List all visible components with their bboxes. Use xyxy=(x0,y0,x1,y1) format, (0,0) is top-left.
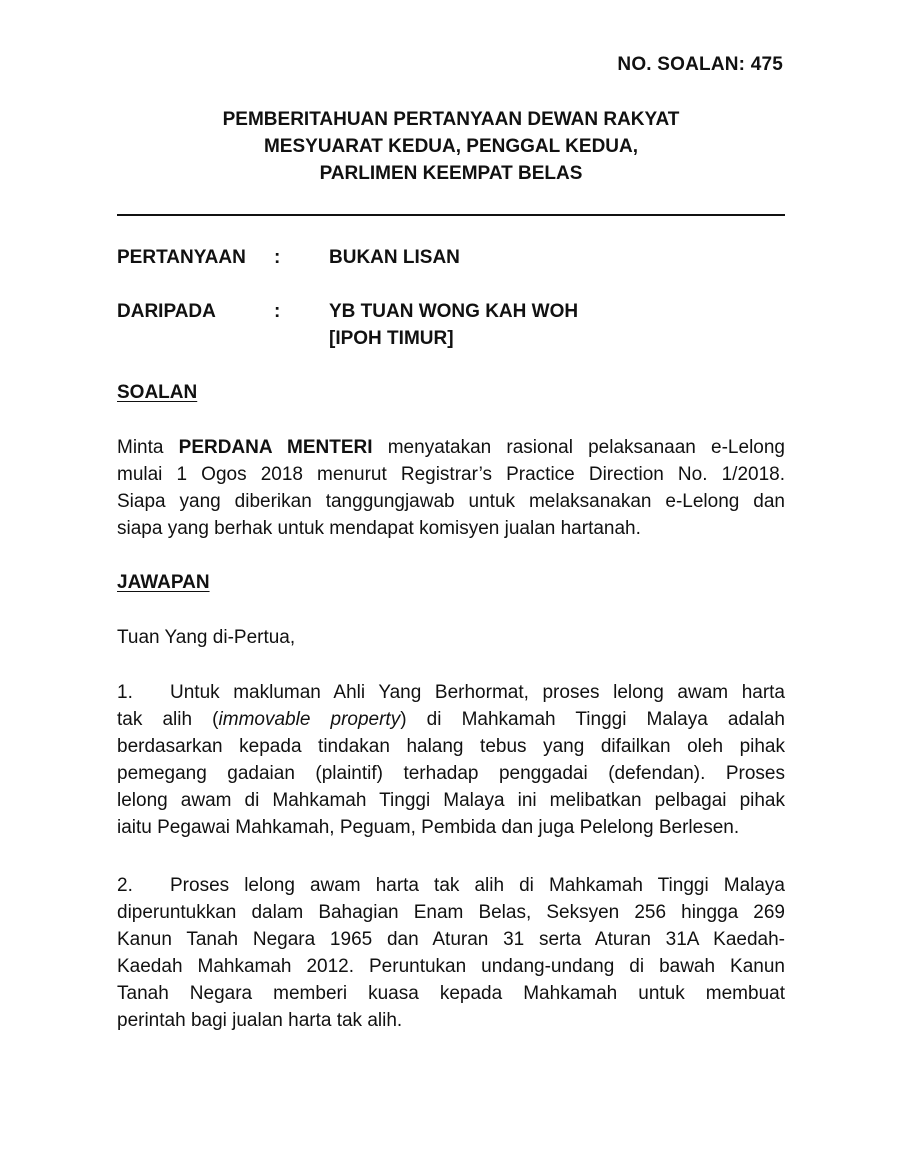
soalan-line-1-pre: Minta xyxy=(117,437,179,458)
meta-row-pertanyaan xyxy=(117,244,785,271)
jawapan-paragraph-1 xyxy=(117,679,785,841)
p1-line-5: lelong awam di Mahkamah Tinggi Malaya ini melibatkan pelbagai pihak xyxy=(117,790,785,811)
p2-line-2: diperuntukkan dalam Bahagian Enam Belas, Seksyen 256 hingga 269 xyxy=(117,902,785,923)
pertanyaan-value: BUKAN LISAN xyxy=(329,247,460,268)
p1-line-4: pemegang gadaian (plaintif) terhadap penggadai (defendan). Proses xyxy=(117,763,785,784)
p2-line-1 xyxy=(117,872,785,899)
p1-line-1 xyxy=(117,679,785,706)
salutation-text: Tuan Yang di-Pertua, xyxy=(117,627,296,648)
soalan-line-1 xyxy=(117,434,785,461)
soalan-line-1-post: menyatakan rasional pelaksanaan e-Lelong xyxy=(372,437,785,458)
p1-line-3: berdasarkan kepada tindakan halang tebus yang difailkan oleh pihak xyxy=(117,736,785,757)
jawapan-paragraph-2 xyxy=(117,872,785,1034)
title-line-1: PEMBERITAHUAN PERTANYAAN DEWAN RAKYAT xyxy=(222,109,680,130)
p1-number: 1. xyxy=(117,682,133,703)
jawapan-heading: JAWAPAN xyxy=(117,572,210,593)
daripada-constituency: [IPOH TIMUR] xyxy=(329,328,454,349)
soalan-paragraph xyxy=(117,434,785,542)
soalan-line-3: Siapa yang diberikan tanggungjawab untuk melaksanakan e-Lelong dan xyxy=(117,491,785,512)
pertanyaan-label: PERTANYAAN xyxy=(117,247,246,268)
p2-line-6: perintah bagi jualan harta tak alih. xyxy=(117,1010,403,1031)
pertanyaan-colon: : xyxy=(274,247,281,268)
question-number: NO. SOALAN: 475 xyxy=(617,54,783,75)
title-line-2: MESYUARAT KEDUA, PENGGAL KEDUA, xyxy=(263,136,639,157)
daripada-colon: : xyxy=(274,301,281,322)
p1-line-2-post: ) di Mahkamah Tinggi Malaya adalah xyxy=(400,709,785,730)
soalan-line-4: siapa yang berhak untuk mendapat komisyen jualan hartanah. xyxy=(117,518,641,539)
p1-line-2-pre: tak alih ( xyxy=(117,709,219,730)
salutation xyxy=(117,624,785,651)
soalan-line-2: mulai 1 Ogos 2018 menurut Registrar’s Practice Direction No. 1/2018. xyxy=(117,464,785,485)
p2-line-1-text: Proses lelong awam harta tak alih di Mahkamah Tinggi Malaya xyxy=(170,875,785,896)
daripada-label: DARIPADA xyxy=(117,301,216,322)
p1-italic-term: immovable property xyxy=(218,709,401,730)
p2-line-4: Kaedah Mahkamah 2012. Peruntukan undang-undang di bawah Kanun xyxy=(117,956,785,977)
p1-line-1-text: Untuk makluman Ahli Yang Berhormat, proses lelong awam harta xyxy=(170,682,785,703)
daripada-name: YB TUAN WONG KAH WOH xyxy=(329,301,579,322)
p2-number: 2. xyxy=(117,875,133,896)
title-divider xyxy=(117,214,785,216)
p2-line-5: Tanah Negara memberi kuasa kepada Mahkamah untuk membuat xyxy=(117,983,785,1004)
daripada-value xyxy=(329,298,578,352)
title-line-3: PARLIMEN KEEMPAT BELAS xyxy=(319,163,583,184)
meta-row-daripada xyxy=(117,298,785,352)
p1-line-2 xyxy=(117,706,785,733)
p2-line-3: Kanun Tanah Negara 1965 dan Aturan 31 serta Aturan 31A Kaedah- xyxy=(117,929,785,950)
p1-line-6: iaitu Pegawai Mahkamah, Peguam, Pembida dan juga Pelelong Berlesen. xyxy=(117,817,740,838)
soalan-heading: SOALAN xyxy=(117,382,198,403)
soalan-addressee: PERDANA MENTERI xyxy=(178,437,373,458)
document-title xyxy=(117,106,785,187)
